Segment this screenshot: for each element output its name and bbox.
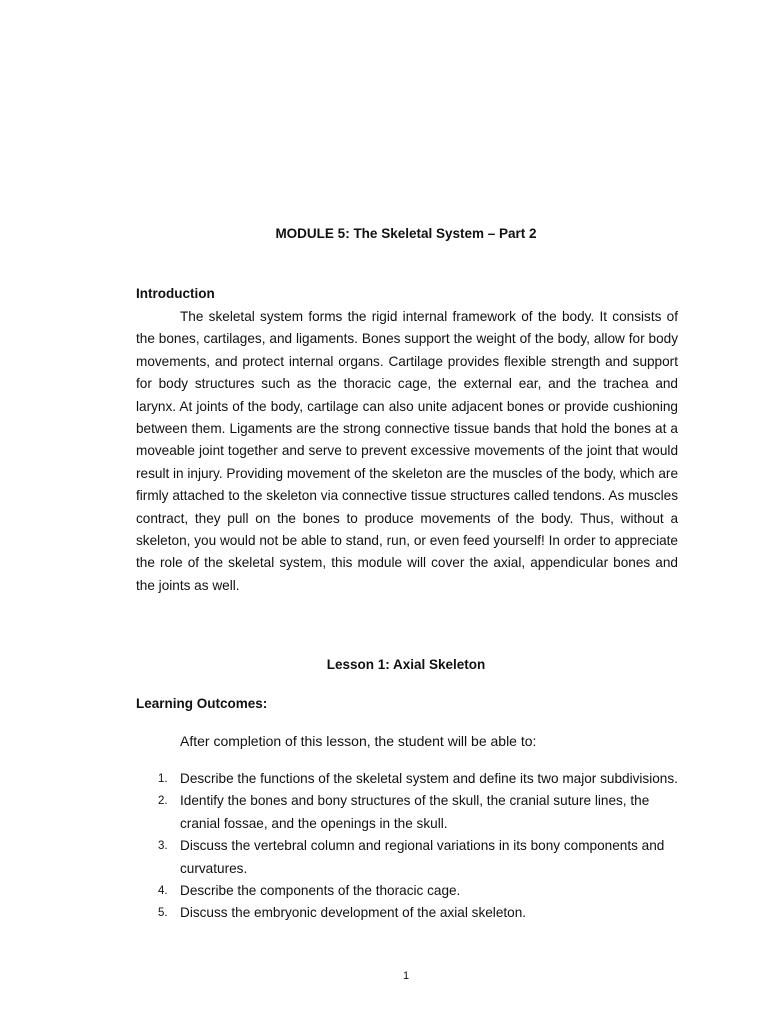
list-item-number: 2. [158, 795, 168, 808]
learning-outcomes-list [136, 768, 684, 925]
introduction-paragraph: The skeletal system forms the rigid internal framework of the body. It consists of the bones, cartilages, and ligaments. Bones support the weight of the body, allow for body movements, and protect internal organs. Cartilage provides flexible strength and support for body structures such as the thoracic cage, the external ear, and the trachea and larynx. At joints of the body, cartilage can also unite adjacent bones or provide cushioning between them. Ligaments are the strong connective tissue bands that hold the bones at a moveable joint together and serve to prevent excessive movements of the joint that would result in injury. Providing movement of the skeleton are the muscles of the body, which are firmly attached to the skeleton via connective tissue structures called tendons. As muscles contract, they pull on the bones to produce movements of the body. Thus, without a skeleton, you would not be able to stand, run, or even feed yourself! In order to appreciate the role of the skeletal system, this module will cover the axial, appendicular bones and the joints as well. [136, 309, 679, 593]
introduction-heading: Introduction [136, 286, 215, 301]
list-item [136, 902, 684, 924]
list-item [136, 835, 684, 880]
list-item [136, 790, 684, 835]
learning-outcomes-heading: Learning Outcomes: [136, 696, 268, 711]
list-item-number: 4. [158, 885, 168, 898]
lesson-title: Lesson 1: Axial Skeleton [326, 657, 486, 672]
list-item-text: Discuss the vertebral column and regional variations in its bony components and curvatures. [180, 838, 665, 876]
list-item-number: 1. [158, 773, 168, 785]
list-item-text: Describe the components of the thoracic cage. [180, 883, 461, 899]
module-title: MODULE 5: The Skeletal System – Part 2 [275, 226, 537, 241]
list-item-number: 5. [158, 907, 168, 920]
list-item-text: Describe the functions of the skeletal system and define its two major subdivisions. [180, 771, 678, 786]
learning-outcomes-intro: After completion of this lesson, the student will be able to: [180, 733, 537, 749]
list-item [136, 768, 684, 790]
list-item-text: Discuss the embryonic development of the axial skeleton. [180, 905, 527, 921]
page-number: 1 [402, 970, 410, 982]
list-item [136, 880, 684, 902]
list-item-text: Identify the bones and bony structures of the skull, the cranial suture lines, the cranial fossae, and the openings in the skull. [180, 793, 650, 831]
list-item-number: 3. [158, 840, 168, 853]
